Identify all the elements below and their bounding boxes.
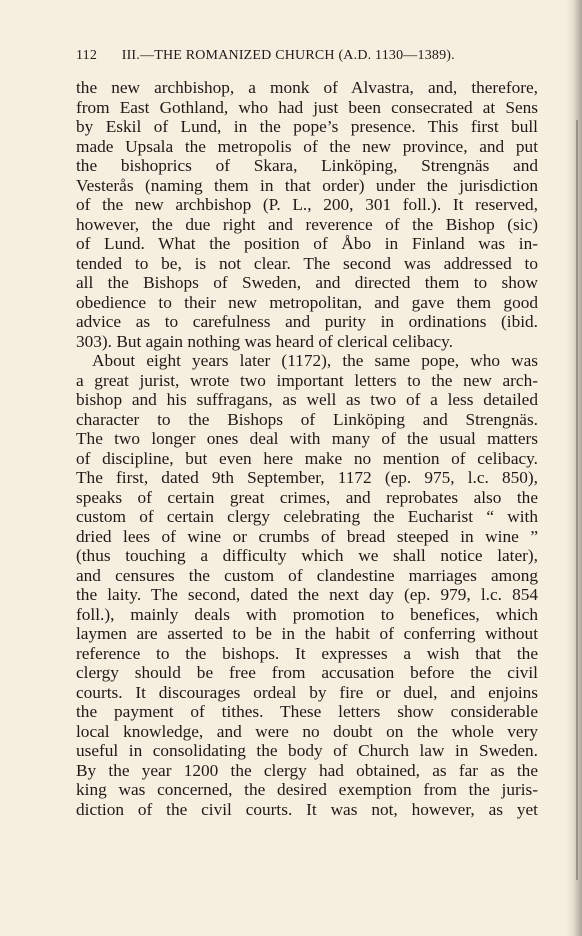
text-line: speaks of certain great crimes, and reprobates also the — [76, 487, 538, 507]
text-line: made Upsala the metropolis of the new province, and put — [76, 136, 538, 156]
text-line: however, the due right and reverence of the Bishop (sic) — [76, 214, 538, 234]
text-line: of the new archbishop (P. L., 200, 301 foll.). It reserved, — [76, 195, 538, 214]
text-line: diction of the civil courts. It was not, however, as yet — [76, 799, 538, 819]
running-head: III.—THE ROMANIZED CHURCH (A.D. 1130—1389). — [121, 48, 455, 63]
text-line: the new archbishop, a monk of Alvastra, and, therefore, — [76, 78, 538, 97]
text-line: laymen are asserted to be in the habit of conferring without — [76, 624, 538, 643]
text-line: dried lees of wine or crumbs of bread steeped in wine ” — [76, 526, 538, 546]
text-line: reference to the bishops. It expresses a wish that the — [76, 643, 538, 663]
page-number: 112 — [76, 48, 98, 63]
text-line: useful in consolidating the body of Church law in Sweden. — [76, 741, 538, 760]
text-line: bishop and his suffragans, as well as two of a less detailed — [76, 390, 538, 409]
text-line: tended to be, is not clear. The second was addressed to — [76, 253, 538, 273]
text-line: of discipline, but even here make no mention of celibacy. — [76, 448, 538, 468]
text-line: all the Bishops of Sweden, and directed them to show — [76, 273, 538, 292]
text-line: 303). But again nothing was heard of clerical celibacy. — [76, 331, 454, 351]
text-line: by Eskil of Lund, in the pope’s presence. This first bull — [76, 117, 538, 136]
text-line: By the year 1200 the clergy had obtained, as far as the — [76, 760, 538, 780]
page-edge-shadow — [566, 0, 582, 936]
text-line: The two longer ones deal with many of the usual matters — [76, 429, 538, 448]
body-text — [76, 78, 538, 819]
text-line: foll.), mainly deals with promotion to benefices, which — [76, 604, 538, 624]
page-header — [76, 46, 526, 66]
text-line: (thus touching a difficulty which we shall notice later), — [76, 546, 538, 565]
text-line: and censures the custom of clandestine marriages among — [76, 565, 538, 585]
text-line: advice as to carefulness and purity in ordinations (ibid. — [76, 312, 538, 331]
text-line: Vesterås (naming them in that order) under the jurisdiction — [76, 175, 538, 195]
text-line: from East Gothland, who had just been consecrated at Sens — [76, 97, 538, 117]
text-line: About eight years later (1172), the same pope, who was — [92, 351, 538, 370]
text-line: local knowledge, and were no doubt on the whole very — [76, 721, 538, 741]
text-line: the laity. The second, dated the next day (ep. 979, l.c. 854 — [76, 585, 538, 604]
text-line: custom of certain clergy celebrating the Eucharist “ with — [76, 507, 538, 526]
text-line: character to the Bishops of Linköping and Strengnäs. — [76, 409, 538, 429]
text-line: a great jurist, wrote two important letters to the new arch- — [76, 370, 538, 390]
text-line: king was concerned, the desired exemption from the juris- — [76, 780, 538, 799]
text-line: The first, dated 9th September, 1172 (ep. 975, l.c. 850), — [76, 468, 538, 487]
text-line: of Lund. What the position of Åbo in Finland was in- — [76, 234, 538, 253]
text-line: the payment of tithes. These letters show considerable — [76, 702, 538, 721]
text-line: the bishoprics of Skara, Linköping, Strengnäs and — [76, 156, 538, 175]
text-line: courts. It discourages ordeal by fire or duel, and enjoins — [76, 682, 538, 702]
text-line: clergy should be free from accusation before the civil — [76, 663, 538, 682]
text-line: obedience to their new metropolitan, and gave them good — [76, 292, 538, 312]
